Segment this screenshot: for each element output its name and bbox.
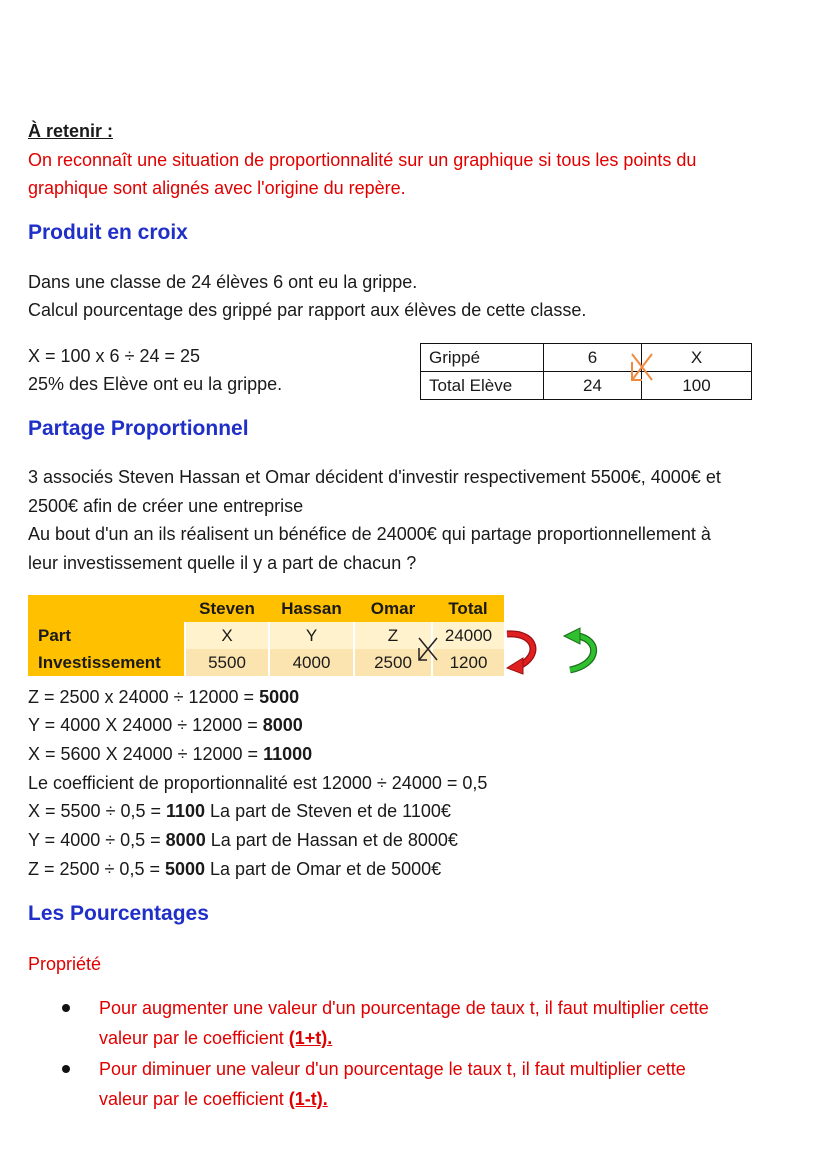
produit-para-2: Calcul pourcentage des grippé par rapport aux élèves de cette classe. xyxy=(28,300,587,320)
table-cell: 100 xyxy=(642,372,752,400)
red-curved-arrow-icon xyxy=(503,626,547,676)
partage-para-4: leur investissement quelle il y a part de chacun ? xyxy=(28,553,417,573)
table-cell: Grippé xyxy=(421,344,544,372)
table-cell: Z xyxy=(354,622,432,649)
produit-calc: X = 100 x 6 ÷ 24 = 25 xyxy=(28,346,201,366)
partage-para-1: 3 associés Steven Hassan et Omar décident d'investir respectivement 5500€, 4000€ et xyxy=(28,467,721,487)
table-cell: 24000 xyxy=(432,622,504,649)
produit-para-1: Dans une classe de 24 élèves 6 ont eu la grippe. xyxy=(28,272,418,292)
table-row xyxy=(421,344,752,372)
bullet-icon xyxy=(62,1065,70,1073)
bullet-icon xyxy=(62,1004,70,1012)
table-cell: 2500 xyxy=(354,649,432,676)
table-cell: 24 xyxy=(544,372,642,400)
table-cell: Part xyxy=(28,622,185,649)
produit-result: 25% des Elève ont eu la grippe. xyxy=(28,374,283,394)
table-cell: Investissement xyxy=(28,649,185,676)
table-cell: Total Elève xyxy=(421,372,544,400)
table-cell: Y xyxy=(269,622,354,649)
table-cell: X xyxy=(185,622,269,649)
table-row xyxy=(28,595,504,622)
calc-line: Y = 4000 ÷ 0,5 = 8000 La part de Hassan et de 8000€ xyxy=(28,830,458,850)
calc-line: Z = 2500 ÷ 0,5 = 5000 La part de Omar et de 5000€ xyxy=(28,859,442,879)
table-cell: 1200 xyxy=(432,649,504,676)
bullet-1-line-1: Pour augmenter une valeur d'un pourcentage de taux t, il faut multiplier cette xyxy=(99,998,709,1018)
table-cell: Total xyxy=(432,595,504,622)
pourcentages-heading: Les Pourcentages xyxy=(28,902,209,925)
calc-line: Le coefficient de proportionnalité est 12000 ÷ 24000 = 0,5 xyxy=(28,773,488,793)
calc-line: X = 5600 X 24000 ÷ 12000 = 11000 xyxy=(28,744,313,764)
calc-line: X = 5500 ÷ 0,5 = 1100 La part de Steven et de 1100€ xyxy=(28,801,451,821)
produit-heading: Produit en croix xyxy=(28,221,188,244)
propriete-label: Propriété xyxy=(28,954,102,974)
cross-product-icon xyxy=(628,350,656,384)
table-cell: X xyxy=(642,344,752,372)
cross-product-icon xyxy=(415,634,441,664)
table-cell: 4000 xyxy=(269,649,354,676)
retenir-line-2: graphique sont alignés avec l'origine du repère. xyxy=(28,178,406,198)
grippe-table xyxy=(420,343,752,400)
table-row xyxy=(421,372,752,400)
calc-line: Z = 2500 x 24000 ÷ 12000 = 5000 xyxy=(28,687,300,707)
calc-line: Y = 4000 X 24000 ÷ 12000 = 8000 xyxy=(28,715,303,735)
table-cell: 6 xyxy=(544,344,642,372)
table-cell: Omar xyxy=(354,595,432,622)
table-cell: Steven xyxy=(185,595,269,622)
partage-heading: Partage Proportionnel xyxy=(28,417,249,440)
partage-para-2: 2500€ afin de créer une entreprise xyxy=(28,496,304,516)
bullet-2-line-2: valeur par le coefficient (1-t). xyxy=(99,1089,328,1109)
table-cell: 5500 xyxy=(185,649,269,676)
bullet-2-line-1: Pour diminuer une valeur d'un pourcentage le taux t, il faut multiplier cette xyxy=(99,1059,686,1079)
bullet-1-line-2: valeur par le coefficient (1+t). xyxy=(99,1028,333,1048)
green-curved-arrow-icon xyxy=(556,626,602,678)
partage-para-3: Au bout d'un an ils réalisent un bénéfice de 24000€ qui partage proportionnellement à xyxy=(28,524,711,544)
retenir-line-1: On reconnaît une situation de proportionnalité sur un graphique si tous les points du xyxy=(28,150,697,170)
retenir-title: À retenir : xyxy=(28,121,114,141)
table-cell xyxy=(28,595,185,622)
table-cell: Hassan xyxy=(269,595,354,622)
